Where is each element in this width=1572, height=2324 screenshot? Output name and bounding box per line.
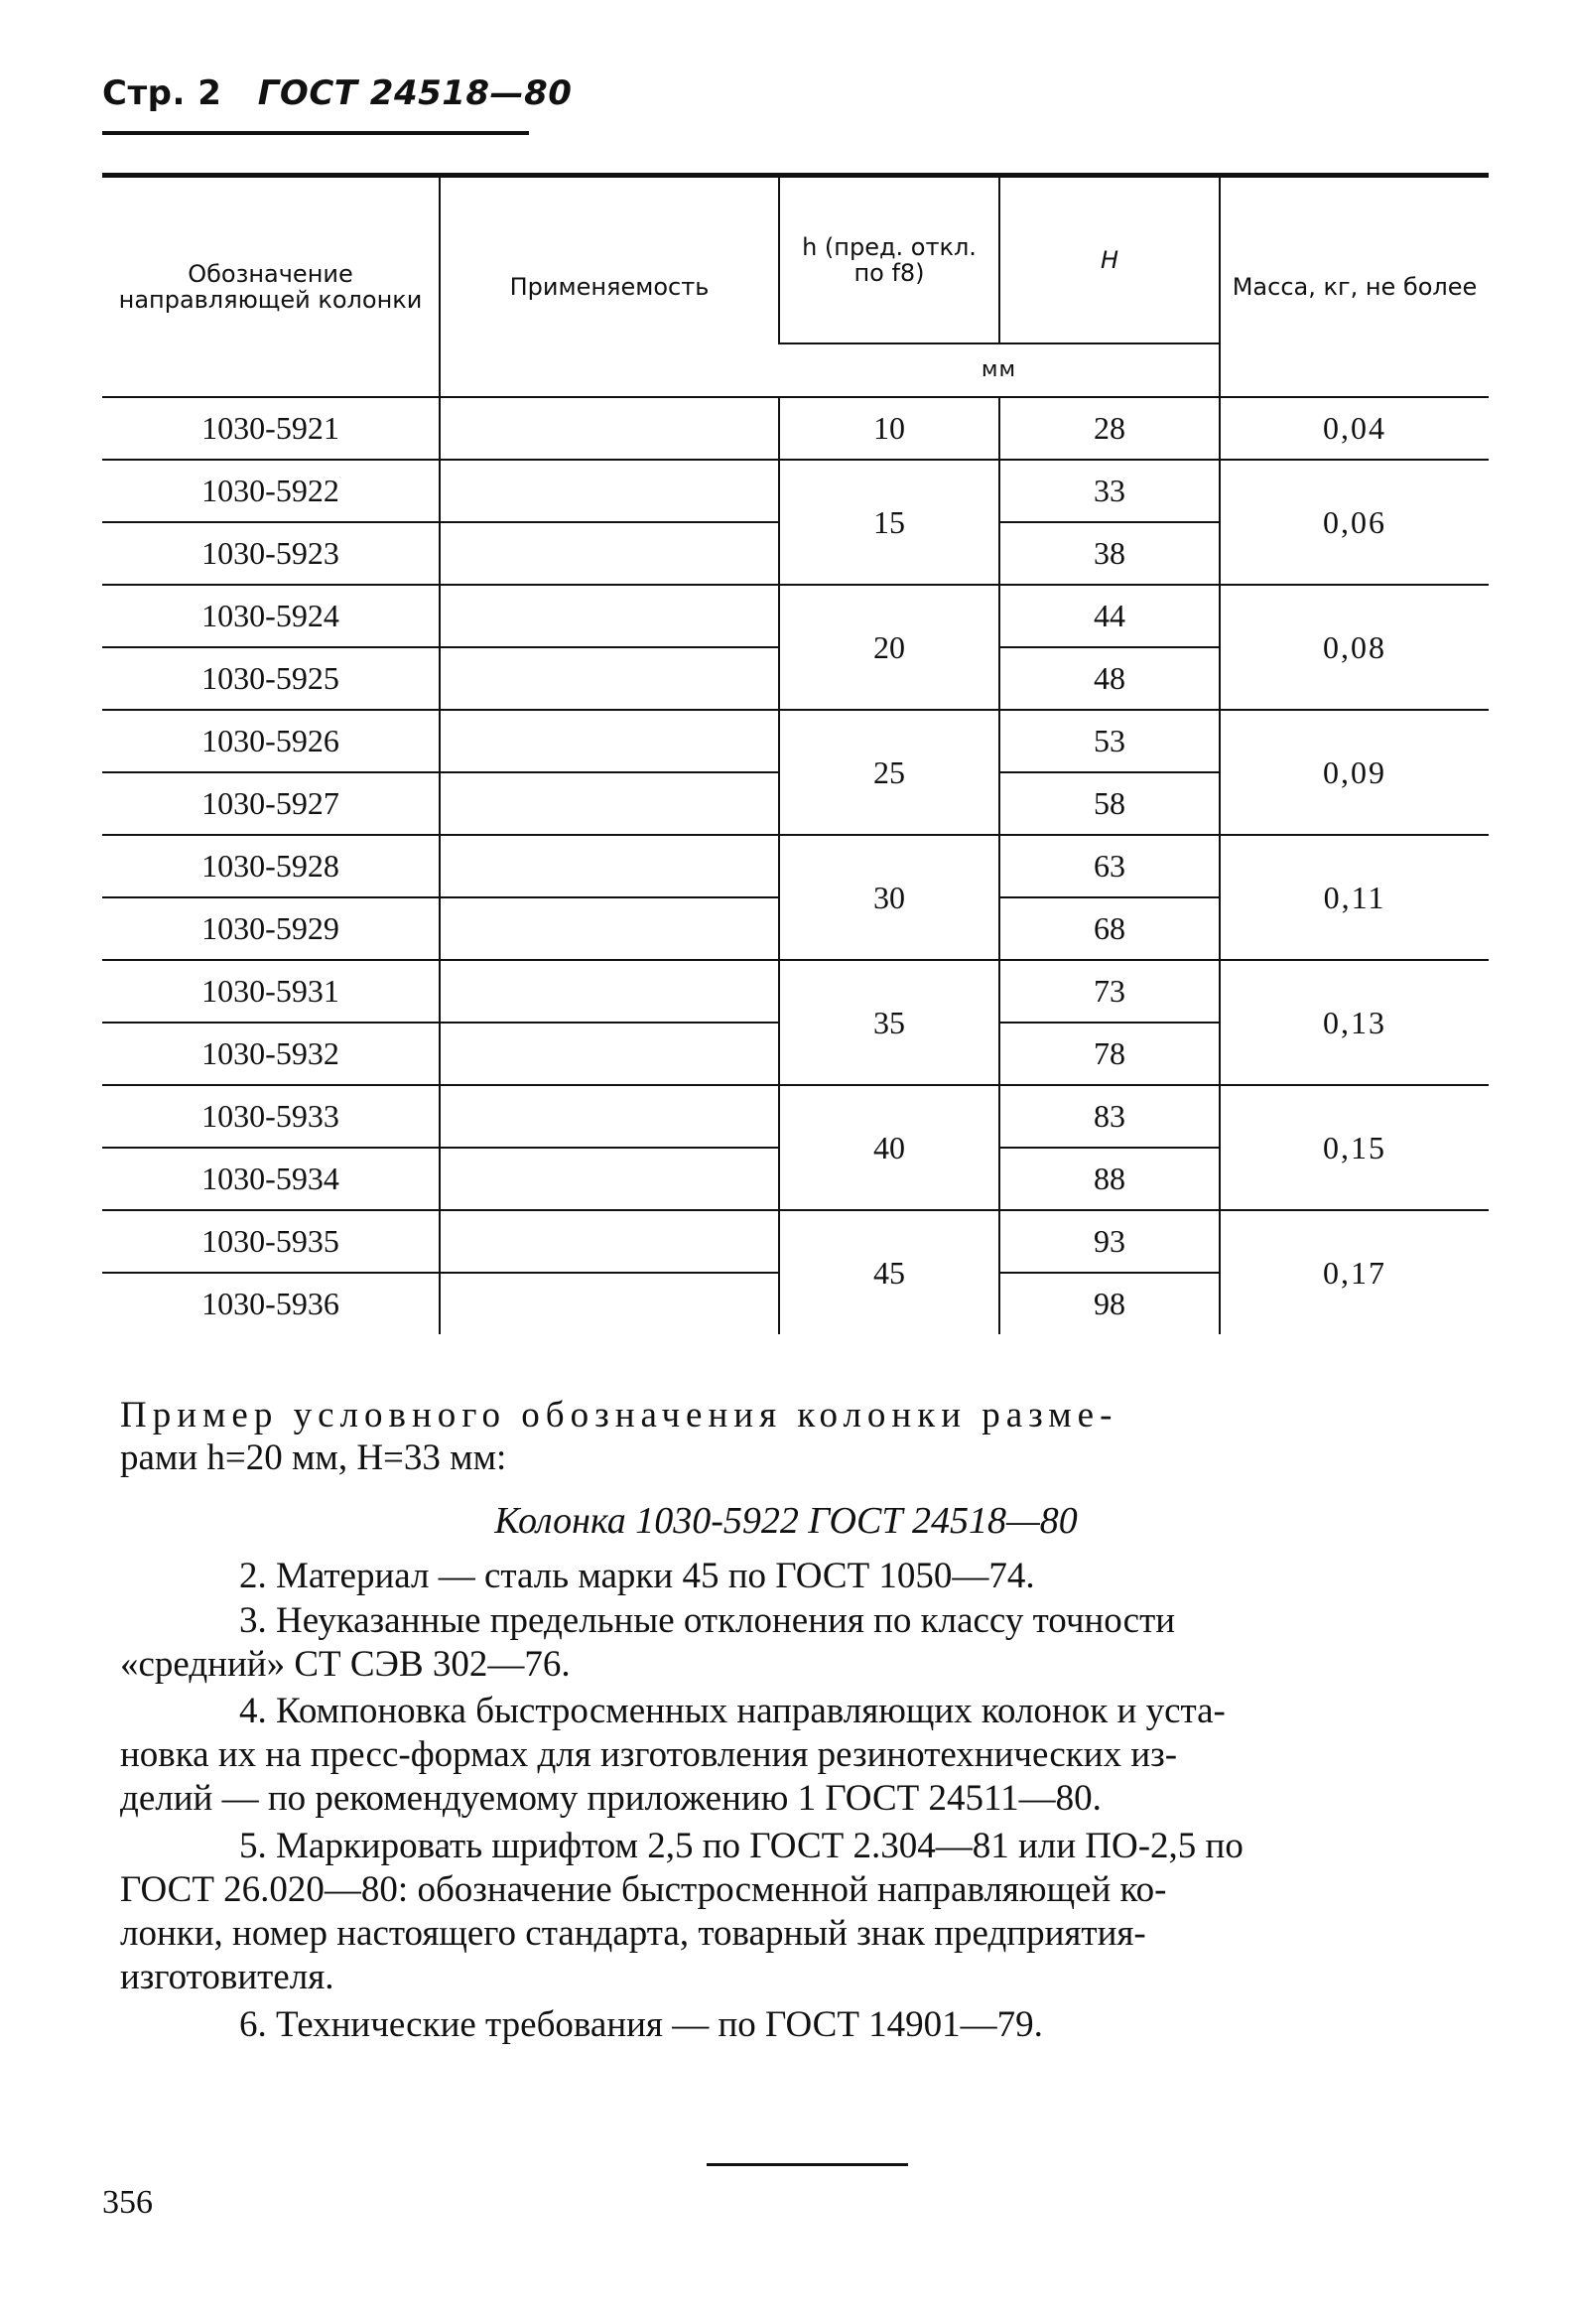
mass-cell: 0,08	[1220, 585, 1489, 710]
table-row	[102, 835, 1489, 897]
h-cell: 40	[779, 1085, 999, 1210]
designation-cell: 1030-5935	[102, 1210, 440, 1273]
paragraph-2	[120, 1555, 1500, 1598]
designation-cell: 1030-5923	[102, 522, 440, 585]
H-cell: 38	[999, 522, 1220, 585]
paragraph-line: ГОСТ 26.020—80: обозначение быстросменной направляющей ко-	[120, 1869, 1167, 1910]
paragraph-line: 5. Маркировать шрифтом 2,5 по ГОСТ 2.304—81 или ПО-2,5 по	[239, 1826, 1244, 1866]
h-cell: 30	[779, 835, 999, 960]
designation-cell: 1030-5929	[102, 897, 440, 960]
paragraph-line: делий — по рекомендуемому приложению 1 ГОСТ 24511—80.	[120, 1778, 1102, 1819]
H-cell: 78	[999, 1023, 1220, 1085]
paragraph-3	[120, 1599, 1500, 1687]
paragraph-line: 2. Материал — сталь марки 45 по ГОСТ 1050—74.	[239, 1556, 1035, 1596]
h-cell: 25	[779, 710, 999, 835]
H-cell: 63	[999, 835, 1220, 897]
designation-cell: 1030-5926	[102, 710, 440, 772]
H-cell: 33	[999, 460, 1220, 522]
H-cell: 98	[999, 1273, 1220, 1334]
standard-number: ГОСТ 24518—80	[257, 73, 573, 113]
applicability-cell	[440, 522, 779, 585]
paragraph-line: 6. Технические требования — по ГОСТ 14901—79.	[239, 2004, 1043, 2045]
H-cell: 93	[999, 1210, 1220, 1273]
applicability-cell	[440, 647, 779, 710]
paragraph-6	[120, 2003, 1500, 2047]
applicability-cell	[440, 460, 779, 522]
designation-cell: 1030-5934	[102, 1148, 440, 1210]
paragraph-line: 3. Неуказанные предельные отклонения по классу точности	[239, 1600, 1176, 1641]
mass-cell: 0,13	[1220, 960, 1489, 1085]
table-row	[102, 585, 1489, 647]
h-cell: 10	[779, 397, 999, 460]
H-cell: 68	[999, 897, 1220, 960]
H-cell: 28	[999, 397, 1220, 460]
applicability-cell	[440, 585, 779, 647]
designation-cell: 1030-5928	[102, 835, 440, 897]
example-intro: Пример условного обозначения колонки разме-	[120, 1395, 1118, 1435]
specification-table	[102, 173, 1489, 1334]
mass-cell: 0,11	[1220, 835, 1489, 960]
col-header-units: мм	[779, 343, 1220, 397]
applicability-cell	[440, 1085, 779, 1148]
designation-cell: 1030-5925	[102, 647, 440, 710]
applicability-cell	[440, 1210, 779, 1273]
applicability-cell	[440, 1148, 779, 1210]
paragraph-line: «средний» СТ СЭВ 302—76.	[120, 1644, 571, 1685]
example-block	[120, 1394, 1490, 1479]
col-header-mass: Масса, кг, не более	[1220, 176, 1489, 398]
col-header-H: H	[999, 176, 1220, 344]
H-cell: 53	[999, 710, 1220, 772]
mass-cell: 0,17	[1220, 1210, 1489, 1334]
paragraph-line: изготовителя.	[120, 1957, 334, 1997]
H-cell: 73	[999, 960, 1220, 1023]
mass-cell: 0,09	[1220, 710, 1489, 835]
designation-cell: 1030-5922	[102, 460, 440, 522]
col-header-applicability: Применяемость	[440, 176, 779, 398]
table-row	[102, 960, 1489, 1023]
designation-cell: 1030-5933	[102, 1085, 440, 1148]
example-designation: Колонка 1030-5922 ГОСТ 24518—80	[494, 1500, 1078, 1542]
col-header-h: h (пред. откл. по f8)	[779, 176, 999, 344]
H-cell: 83	[999, 1085, 1220, 1148]
designation-cell: 1030-5924	[102, 585, 440, 647]
designation-cell: 1030-5936	[102, 1273, 440, 1334]
designation-cell: 1030-5932	[102, 1023, 440, 1085]
applicability-cell	[440, 960, 779, 1023]
applicability-cell	[440, 772, 779, 835]
example-dimensions: рами h=20 мм, H=33 мм:	[120, 1437, 507, 1478]
col-header-designation: Обозначение направляющей колонки	[118, 260, 423, 314]
table-row	[102, 397, 1489, 460]
H-cell: 58	[999, 772, 1220, 835]
mass-cell: 0,04	[1220, 397, 1489, 460]
applicability-cell	[440, 710, 779, 772]
paragraph-line: новка их на пресс-формах для изготовления резинотехнических из-	[120, 1734, 1178, 1775]
mass-cell: 0,15	[1220, 1085, 1489, 1210]
paragraph-line: 4. Компоновка быстросменных направляющих колонок и уста-	[239, 1691, 1226, 1731]
page-label: Стр. 2	[102, 73, 222, 113]
paragraph-line: лонки, номер настоящего стандарта, товарный знак предприятия-	[120, 1913, 1146, 1954]
page-number: 356	[102, 2184, 153, 2221]
table-row	[102, 1085, 1489, 1148]
applicability-cell	[440, 397, 779, 460]
designation-cell: 1030-5931	[102, 960, 440, 1023]
applicability-cell	[440, 897, 779, 960]
table-row	[102, 710, 1489, 772]
applicability-cell	[440, 1273, 779, 1334]
h-cell: 35	[779, 960, 999, 1085]
h-cell: 20	[779, 585, 999, 710]
designation-cell: 1030-5921	[102, 397, 440, 460]
designation-cell: 1030-5927	[102, 772, 440, 835]
h-cell: 15	[779, 460, 999, 585]
page-header	[102, 71, 573, 135]
paragraph-5	[120, 1825, 1500, 1999]
paragraph-4	[120, 1690, 1500, 1821]
table-row	[102, 1210, 1489, 1273]
H-cell: 44	[999, 585, 1220, 647]
applicability-cell	[440, 1023, 779, 1085]
end-rule	[707, 2163, 908, 2166]
mass-cell: 0,06	[1220, 460, 1489, 585]
h-cell: 45	[779, 1210, 999, 1334]
H-cell: 88	[999, 1148, 1220, 1210]
applicability-cell	[440, 835, 779, 897]
table-row	[102, 460, 1489, 522]
H-cell: 48	[999, 647, 1220, 710]
